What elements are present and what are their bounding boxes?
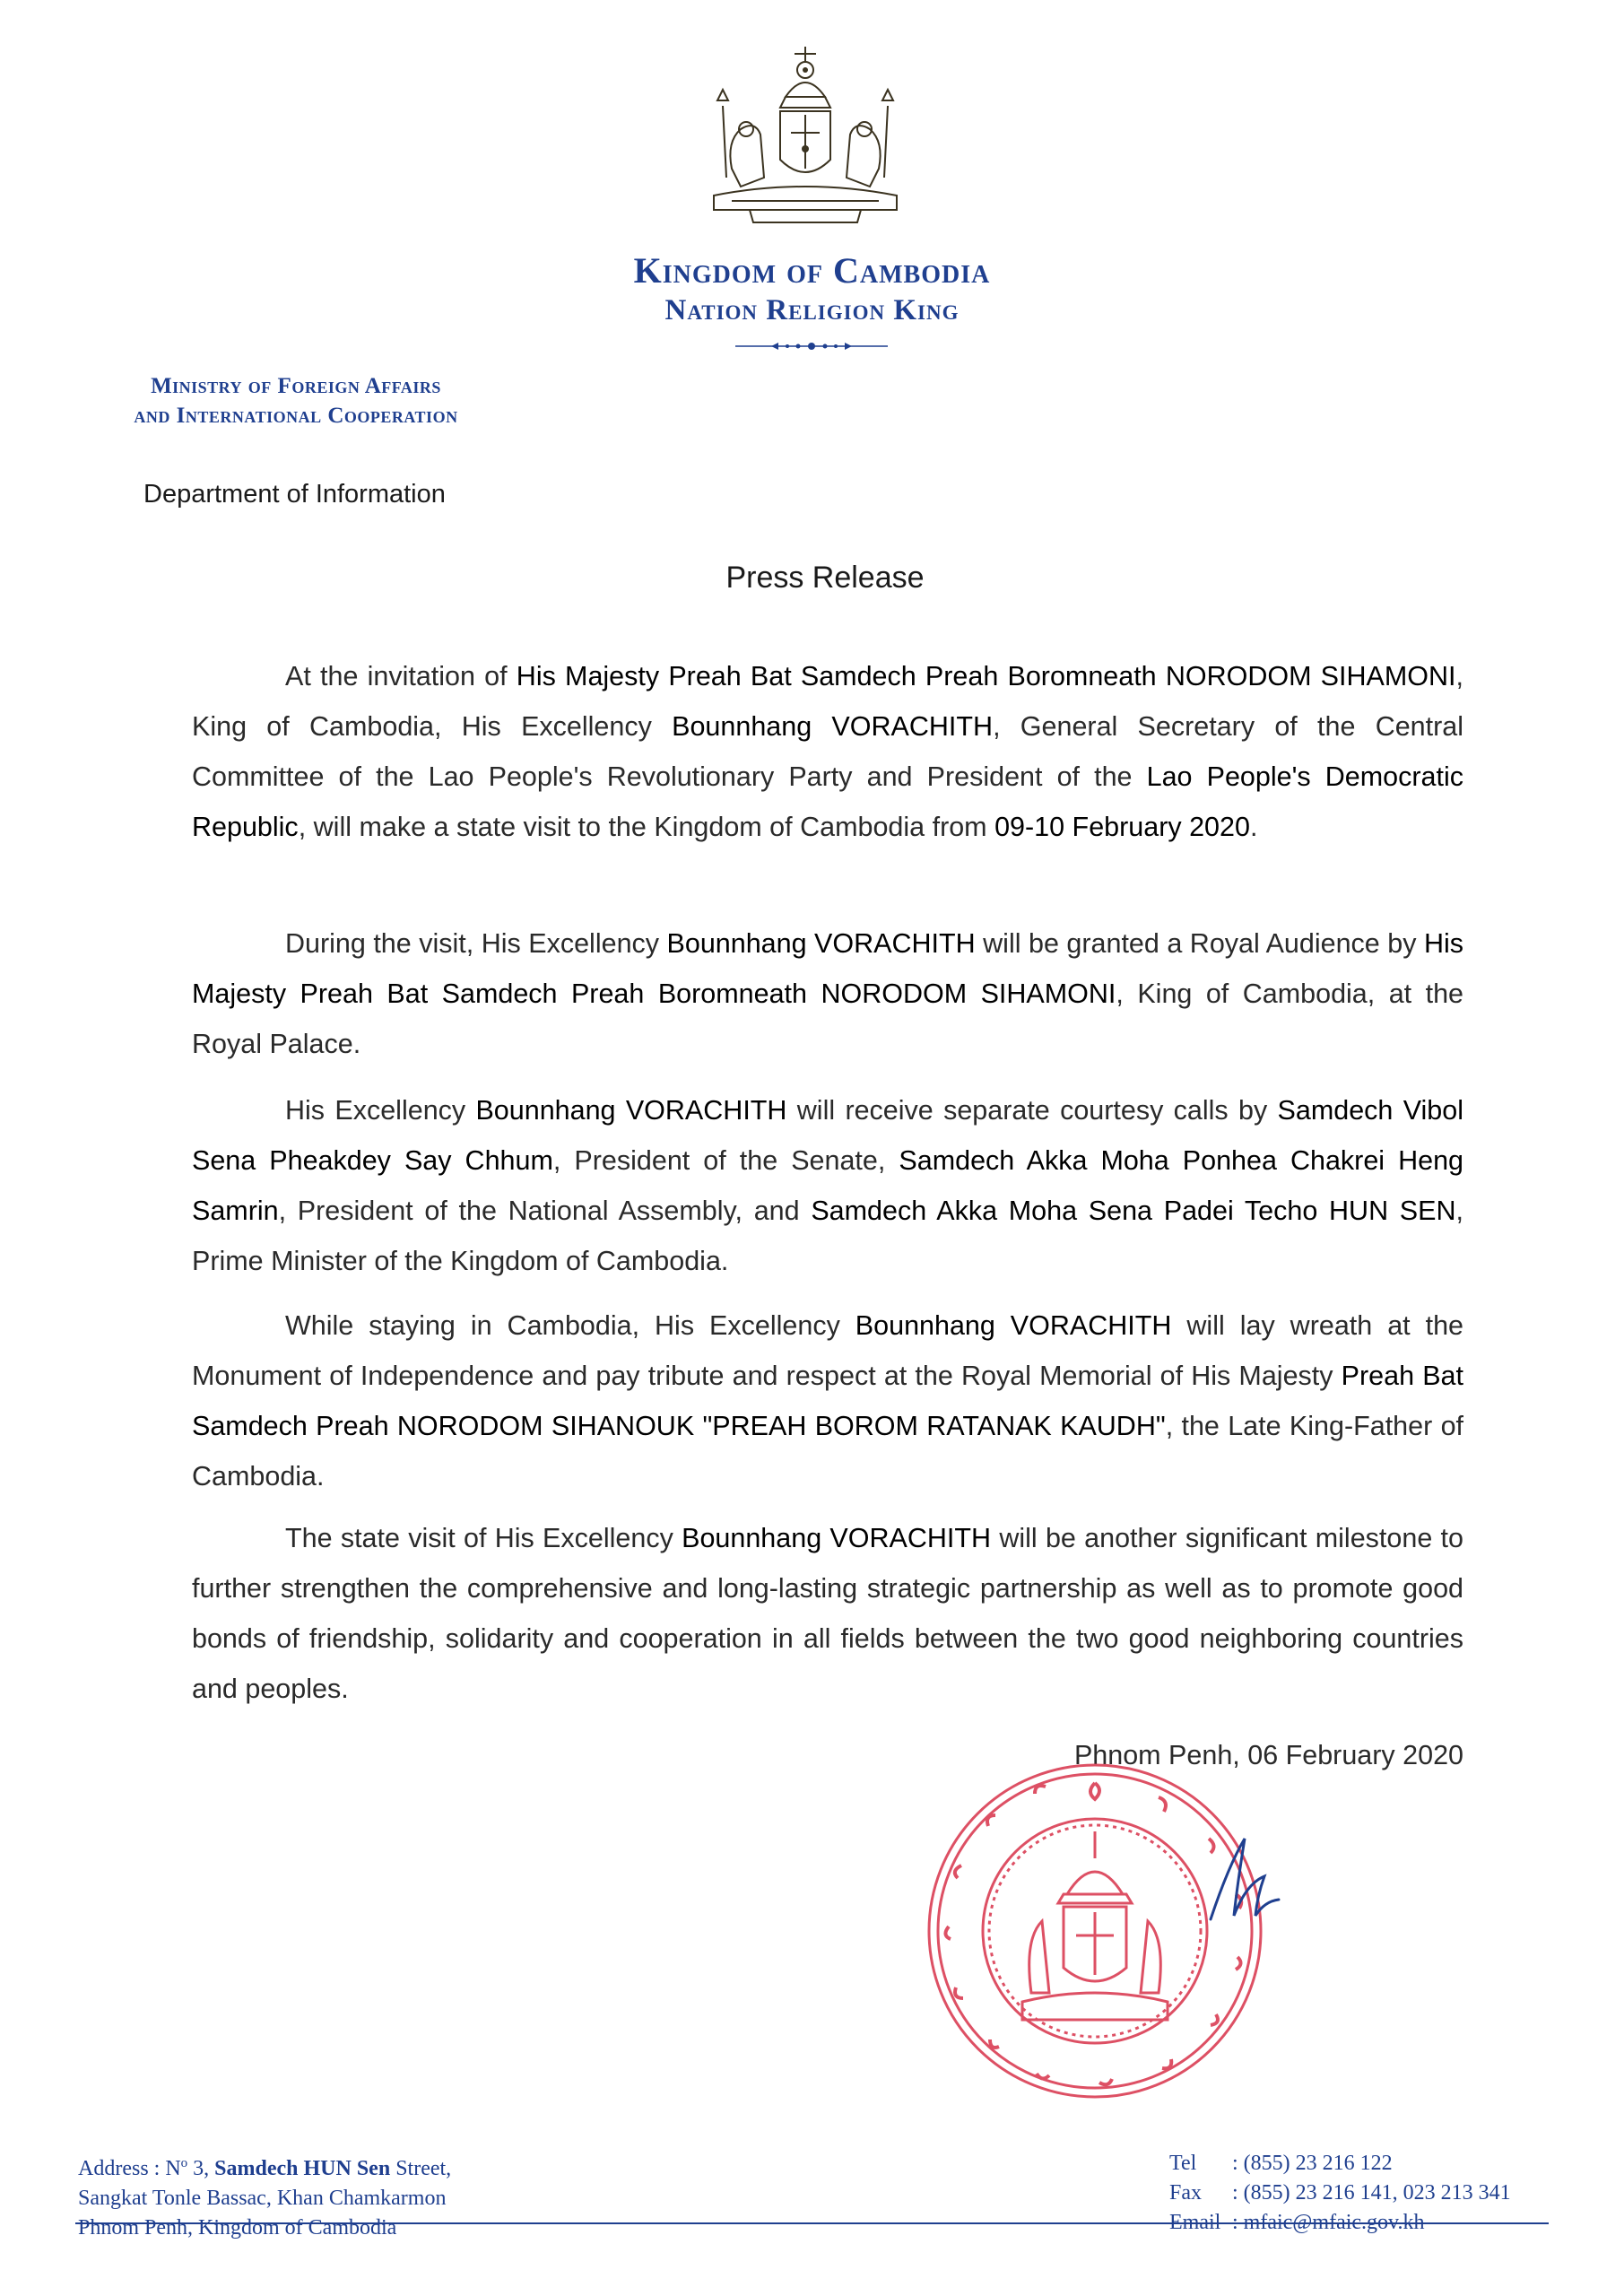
body-text: , President of the Senate, — [552, 1145, 899, 1176]
ministry-name-line1: Ministry of Foreign Affairs — [151, 374, 441, 398]
paragraph-2 — [192, 918, 1463, 1069]
emphasized-text: Preah Bat Samdech Preah NORODOM SIHANOUK "PREAH BOROM RATANAK KAUDH" — [192, 1361, 1463, 1441]
emphasized-text: Bounnhang VORACHITH — [682, 1523, 992, 1553]
emphasized-text: Samdech Akka Moha Ponhea Chakrei Heng Samrin — [192, 1145, 1464, 1226]
country-heading: Kingdom of Cambodia — [633, 250, 991, 291]
body-text: , Prime Minister of the Kingdom of Cambodia. — [192, 1196, 1464, 1276]
footer-contact — [1169, 2149, 1511, 2238]
tel-line: Tel : (855) 23 216 122 — [1169, 2152, 1393, 2175]
body-text: , King of Cambodia, His Excellency — [192, 661, 1463, 742]
emphasized-text: Samdech Vibol Sena Pheakdey Say Chhum — [192, 1095, 1463, 1176]
body-text: The state visit of His Excellency — [285, 1523, 682, 1553]
emphasized-text: Bounnhang VORACHITH — [672, 711, 994, 742]
emphasized-text: Lao People's Democratic Republic — [192, 761, 1463, 842]
department-label: Department of Information — [143, 480, 446, 509]
emphasized-text: His Majesty Preah Bat Samdech Preah Boromneath NORODOM SIHAMONI — [516, 661, 1456, 691]
motto-heading: Nation Religion King — [664, 294, 960, 326]
paragraph-4 — [192, 1300, 1463, 1501]
address-line2: Sangkat Tonle Bassac, Khan Chamkarmon — [78, 2187, 447, 2210]
emphasized-text: Bounnhang VORACHITH — [666, 928, 976, 959]
emphasized-text: Samdech Akka Moha Sena Padei Techo HUN SEN — [811, 1196, 1456, 1226]
emphasized-text: His Majesty Preah Bat Samdech Preah Boromneath NORODOM SIHAMONI — [192, 928, 1463, 1009]
ministry-name-line2: and International Cooperation — [134, 404, 458, 428]
paragraph-5 — [192, 1513, 1463, 1714]
ornament-divider-icon — [735, 337, 888, 355]
body-text: His Excellency — [285, 1095, 476, 1126]
signature-icon — [1202, 1830, 1282, 1928]
body-text: will receive separate courtesy calls by — [786, 1095, 1278, 1126]
emphasized-text: Bounnhang VORACHITH — [475, 1095, 787, 1126]
footer-address — [78, 2149, 451, 2243]
body-text: , the Late King-Father of Cambodia. — [192, 1411, 1464, 1492]
emphasized-text: 09-10 February 2020 — [994, 812, 1250, 842]
body-text: will be granted a Royal Audience by — [975, 928, 1424, 959]
address-line3: Phnom Penh, Kingdom of Cambodia — [78, 2216, 397, 2239]
emphasized-text: Bounnhang VORACHITH — [855, 1310, 1172, 1341]
body-text: During the visit, His Excellency — [285, 928, 667, 959]
document-title: Press Release — [725, 561, 925, 595]
dateline: Phnom Penh, 06 February 2020 — [1073, 1740, 1463, 1770]
body-text: , will make a state visit to the Kingdom of Cambodia from — [298, 812, 995, 842]
address-line1: Address : $N^o$ 3, Samdech HUN Sen Street, — [78, 2156, 452, 2180]
official-seal-icon — [924, 1760, 1266, 2102]
email-link[interactable]: : mfaic@mfaic.gov.kh — [1232, 2211, 1425, 2234]
body-text: , King of Cambodia, at the Royal Palace. — [192, 978, 1464, 1059]
body-text: will lay wreath at the Monument of Independence and pay tribute and respect at the Royal Memorial of His Majesty — [192, 1310, 1464, 1391]
email-line: Email : mfaic@mfaic.gov.kh — [1169, 2211, 1425, 2234]
paragraph-3 — [192, 1085, 1463, 1286]
body-text: , General Secretary of the Central Committee of the Lao People's Revolutionary Party and President of the — [192, 711, 1464, 792]
coat-of-arms-icon — [705, 43, 906, 233]
body-text: At the invitation of — [285, 661, 517, 691]
body-text: , President of the National Assembly, and — [278, 1196, 812, 1226]
fax-line: Fax : (855) 23 216 141, 023 213 341 — [1169, 2181, 1511, 2205]
body-text: While staying in Cambodia, His Excellency — [285, 1310, 855, 1341]
body-text: . — [1249, 812, 1258, 842]
body-text: will be another significant milestone to further strengthen the comprehensive and long-lasting strategic partnership as well as to promote good bonds of friendship, solidarity and cooperation in all fields between the two good neighboring countries and peoples. — [192, 1523, 1463, 1704]
paragraph-1 — [192, 651, 1463, 852]
